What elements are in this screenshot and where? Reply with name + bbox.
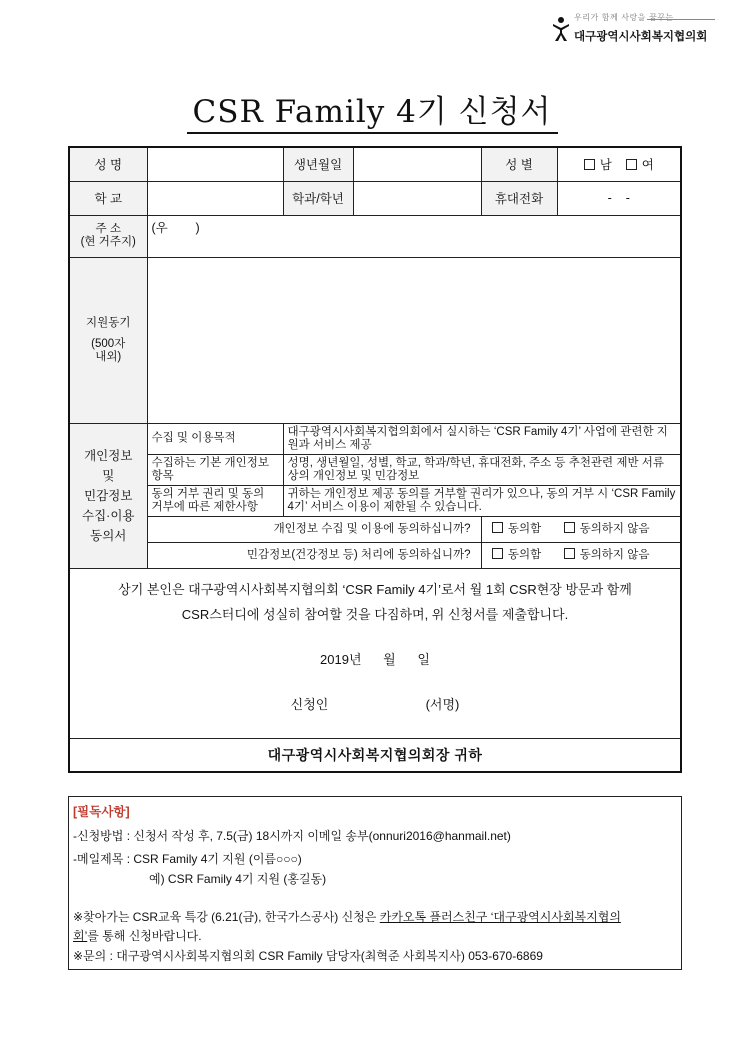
birth-field[interactable]: [353, 147, 481, 181]
disagree-checkbox-1[interactable]: [564, 522, 575, 533]
notes-visit-cont: [73, 927, 202, 944]
address-sublabel: (현 거주지): [80, 236, 136, 248]
consent-options-1: [481, 516, 681, 542]
privacy-label-5: 동의서: [90, 528, 127, 543]
logo-tagline: 우리가 함께 사랑을 꿈꾸는: [574, 13, 674, 22]
agree-checkbox-2[interactable]: [492, 548, 503, 559]
school-label: 학 교: [69, 181, 147, 215]
school-field[interactable]: [147, 181, 283, 215]
declaration: [69, 568, 681, 738]
person-logo-icon: [552, 16, 570, 42]
privacy-label-2: 및: [102, 468, 115, 483]
privacy-row-label: 동의 거부 권리 및 동의 거부에 따른 제한사항: [147, 485, 283, 516]
disagree-label: 동의하지 않음: [579, 523, 650, 535]
applicant-label: 신청인: [290, 696, 329, 712]
privacy-label-1: 개인정보: [84, 448, 133, 463]
address-field[interactable]: (우 ): [147, 215, 681, 257]
privacy-label-4: 수집·이용: [82, 508, 135, 523]
address-label: 주 소: [95, 223, 121, 235]
logo-org-name: 대구광역시사회복지협의회: [574, 29, 708, 43]
name-field[interactable]: [147, 147, 283, 181]
declaration-line-2: CSR스터디에 성실히 참여할 것을 다짐하며, 위 신청서를 제출합니다.: [181, 606, 569, 622]
org-logo: [552, 12, 712, 46]
notes-title: [필독사항]: [73, 805, 130, 819]
motive-label: 지원동기: [86, 316, 131, 329]
phone-field[interactable]: - -: [557, 181, 681, 215]
female-checkbox[interactable]: [626, 159, 637, 170]
privacy-row-label: 수집하는 기본 개인정보 항목: [147, 454, 283, 485]
gender-options: [557, 147, 681, 181]
disagree-label: 동의하지 않음: [579, 549, 650, 561]
motive-field[interactable]: [147, 257, 681, 423]
motive-sub-2: 내외): [95, 350, 122, 363]
female-label: 여: [641, 158, 654, 173]
visit-text: ※찾아가는 CSR교육 특강 (6.21(금), 한국가스공사) 신청은: [73, 910, 380, 924]
notes-subject: -메일제목 : CSR Family 4기 지원 (이름○○○): [73, 852, 302, 866]
major-field[interactable]: [353, 181, 481, 215]
visit-text-end: 를 통해 신청바랍니다.: [87, 929, 202, 943]
consent-question-2: 민감정보(건강정보 등) 처리에 동의하십니까?: [147, 542, 481, 568]
notes-inquiry: ※문의 : 대구광역시사회복지협의회 CSR Family 담당자(최혁준 사회복지사) 053-670-6869: [73, 949, 543, 963]
motive-label-cell: [69, 257, 147, 423]
kakao-link[interactable]: 카카오톡 플러스친구 ‘대구광역시사회복지협의: [379, 910, 621, 924]
privacy-section-label: [69, 423, 147, 568]
male-label: 남: [599, 158, 612, 173]
date-line: 2019년 월 일: [320, 651, 430, 667]
privacy-row-desc: 성명, 생년월일, 성별, 학교, 학과/학년, 휴대전화, 주소 등 추천관련 제반 서류 상의 개인정보 및 민감정보: [283, 454, 681, 485]
declaration-line-1: 상기 본인은 대구광역시사회복지협의회 ‘CSR Family 4기’로서 월 1회 CSR현장 방문과 함께: [118, 581, 632, 597]
male-checkbox[interactable]: [584, 159, 595, 170]
consent-question-1: 개인정보 수집 및 이용에 동의하십니까?: [147, 516, 481, 542]
signature-label: (서명): [425, 696, 460, 712]
privacy-label-3: 민감정보: [84, 488, 133, 503]
addressee: 대구광역시사회복지협의회장 귀하: [69, 738, 681, 772]
name-label: 성 명: [69, 147, 147, 181]
notes-example: 예) CSR Family 4기 지원 (홍길동): [149, 872, 327, 886]
logo-rule: [647, 19, 715, 20]
motive-sub-1: (500자: [91, 337, 126, 350]
gender-label: 성 별: [481, 147, 557, 181]
agree-checkbox-1[interactable]: [492, 522, 503, 533]
phone-label: 휴대전화: [481, 181, 557, 215]
agree-label: 동의함: [507, 523, 542, 535]
notes-visit: [73, 908, 621, 925]
address-label-cell: [69, 215, 147, 257]
privacy-row-desc: 대구광역시사회복지협의회에서 실시하는 ‘CSR Family 4기’ 사업에 관련한 지원과 서비스 제공: [283, 423, 681, 454]
agree-label: 동의함: [507, 549, 542, 561]
notes-method: -신청방법 : 신청서 작성 후, 7.5(금) 18시까지 이메일 송부(onnuri2016@hanmail.net): [73, 829, 511, 843]
privacy-row-label: 수집 및 이용목적: [147, 423, 283, 454]
disagree-checkbox-2[interactable]: [564, 548, 575, 559]
consent-options-2: [481, 542, 681, 568]
privacy-row-desc: 귀하는 개인정보 제공 동의를 거부할 권리가 있으나, 동의 거부 시 ‘CSR Family 4기’ 서비스 이용이 제한될 수 있습니다.: [283, 485, 681, 516]
page-title: CSR Family 4기 신청서: [0, 86, 744, 131]
signature-line: [74, 692, 676, 717]
notes-box: [68, 796, 682, 970]
major-label: 학과/학년: [283, 181, 353, 215]
birth-label: 생년월일: [283, 147, 353, 181]
application-form: [68, 146, 682, 773]
kakao-link-cont[interactable]: 회’: [73, 929, 88, 943]
